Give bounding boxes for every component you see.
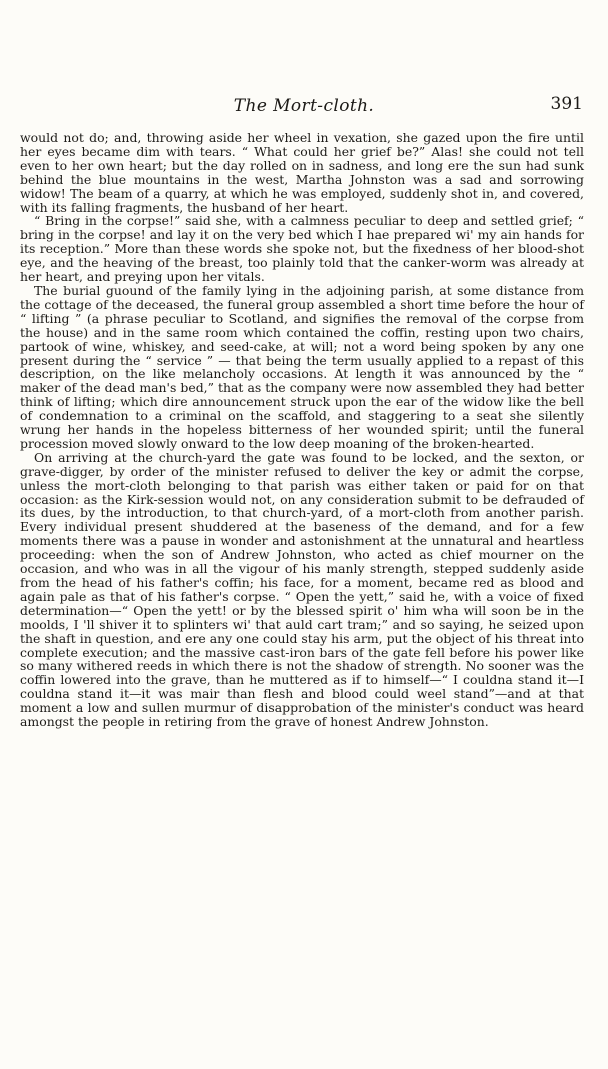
page-title: The Mort-cloth. [233,96,375,116]
paragraph-continued: would not do; and, throwing aside her wheel in vexation, she gazed upon the fire until her eyes became dim with tears. “ What could her grief be?” Alas! she could not tell even to her own heart; but the day rolled on in sadness, and long ere the sun had sunk behind the blue mountains in the west, Martha Johnston was a sad and sorrowing widow! The beam of a quarry, at which he was employed, suddenly shot in, and covered, with its falling fragments, the husband of her heart. [20,130,584,215]
paragraph-burial-ground: The burial guound of the family lying in the adjoining parish, at some distance from the cottage of the deceased, the funeral group assembled a short time before the hour of “ lifting ” (a phrase peculiar to Scotland, and signifies the removal of the corpse from the house) and in the same room which contained the coffin, resting upon two chairs, partook of wine, whiskey, and seed-cake, at will; not a word being spoken by any one present during the “ service ” — that being the term usually applied to a repast of this description, on the like melancholy occasions. At length it was announced by the “ maker of the dead man's bed,” that as the company were now assembled they had better think of lifting; which dire announcement struck upon the ear of the widow like the bell of condemnation to a criminal on the scaffold, and staggering to a seat she silently wrung her hands in the hopeless bitterness of her wounded spirit; until the funeral procession moved slowly onward to the low deep moaning of the broken-hearted. [20,282,584,451]
paragraph-bring-in-corpse: “ Bring in the corpse!” said she, with a calmness peculiar to deep and settled grief; “ bring in the corpse! and lay it on the very bed which I hae prepared wi' my ain hands for its reception.” More than these words she spoke not, but the fixedness of her blood-shot eye, and the heaving of the breast, too plainly told that the canker-worm was already at her heart, and preying upon her vitals. [20,213,584,285]
body-text [20,131,584,729]
running-head [20,96,588,122]
paragraph-church-yard: On arriving at the church-yard the gate was found to be locked, and the sexton, or grave-digger, by order of the minister refused to deliver the key or admit the corpse, unless the mort-cloth belonging to that parish was either taken or paid for on that occasion: as the Kirk-session would not, on any consideration submit to be defrauded of its dues, by the introduction, to that church-yard, of a mort-cloth from another parish. Every individual present shuddered at the baseness of the demand, and for a few moments there was a pause in wonder and astonishment at the unnatural and heartless proceeding: when the son of Andrew Johnston, who acted as chief mourner on the occasion, and who was in all the vigour of his manly strength, stepped suddenly aside from the head of his father's coffin; his face, for a moment, became red as blood and again pale as that of his father's corpse. “ Open the yett,” said he, with a voice of fixed determination—“ Open the yett! or by the blessed spirit o' him wha will soon be in the moolds, I 'll shiver it to splinters wi' that auld cart tram;” and so saying, he seized upon the shaft in question, and ere any one could stay his arm, put the object of his threat into complete execution; and the massive cast-iron bars of the gate fell before his power like so many withered reeds in which there is not the shadow of strength. No sooner was the coffin lowered into the grave, than he muttered as if to himself—“ I couldna stand it—I couldna stand it—it was mair than flesh and blood could weel stand”—and at that moment a low and sullen murmur of disapprobation of the minister's conduct was heard amongst the people in retiring from the grave of honest Andrew Johnston. [20,449,584,730]
page-number: 391 [550,94,583,114]
